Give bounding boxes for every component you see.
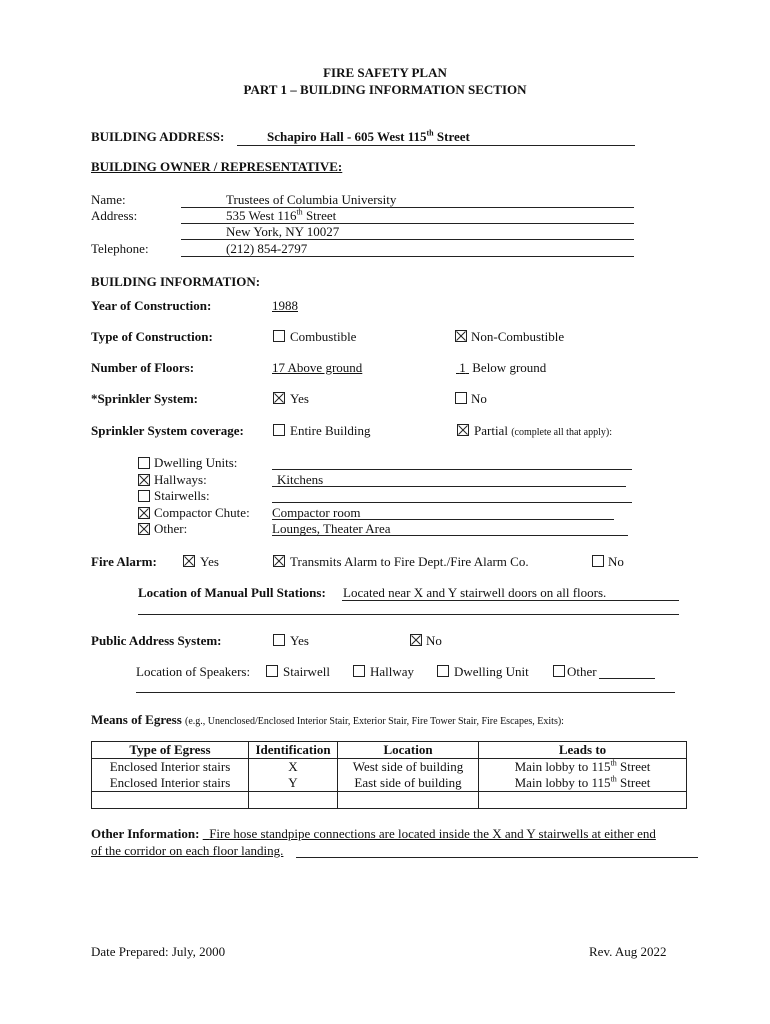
table-header-row bbox=[92, 742, 687, 759]
egress-cell[interactable]: East side of building bbox=[338, 775, 479, 792]
check-x-icon bbox=[184, 556, 194, 566]
other-coverage-checkbox[interactable] bbox=[138, 523, 150, 535]
speakers-dwelling-label: Dwelling Unit bbox=[454, 664, 529, 679]
egress-cell[interactable] bbox=[479, 792, 687, 809]
compactor-field[interactable]: Compactor room bbox=[272, 505, 361, 520]
pa-no-label: No bbox=[426, 633, 442, 648]
partial-label: Partial (complete all that apply): bbox=[474, 423, 612, 438]
document-subtitle: PART 1 – BUILDING INFORMATION SECTION bbox=[243, 82, 527, 97]
other-coverage-field[interactable]: Lounges, Theater Area bbox=[272, 521, 391, 536]
entire-building-label: Entire Building bbox=[290, 423, 371, 438]
table-row bbox=[92, 775, 687, 792]
fire-alarm-no-checkbox[interactable] bbox=[592, 555, 604, 567]
coverage-label: Sprinkler System coverage: bbox=[91, 423, 244, 438]
owner-name-field[interactable]: Trustees of Columbia University bbox=[226, 192, 397, 207]
sprinkler-no-checkbox[interactable] bbox=[455, 392, 467, 404]
fire-alarm-yes-checkbox[interactable] bbox=[183, 555, 195, 567]
check-x-icon bbox=[139, 475, 149, 485]
stairwells-label: Stairwells: bbox=[154, 488, 210, 503]
year-field[interactable]: 1988 bbox=[272, 298, 298, 313]
speakers-label: Location of Speakers: bbox=[136, 664, 251, 679]
sprinkler-no-label: No bbox=[471, 391, 487, 406]
non-combustible-label: Non-Combustible bbox=[471, 329, 565, 344]
egress-cell[interactable] bbox=[338, 792, 479, 809]
egress-cell[interactable]: Enclosed Interior stairs bbox=[92, 759, 249, 776]
speakers-other-label: Other bbox=[567, 664, 597, 679]
sprinkler-yes-label: Yes bbox=[290, 391, 309, 406]
dwelling-units-checkbox[interactable] bbox=[138, 457, 150, 469]
building-address-value[interactable]: Schapiro Hall - 605 West 115th Street bbox=[267, 128, 470, 144]
hallways-field[interactable]: Kitchens bbox=[277, 472, 324, 487]
fire-alarm-yes-label: Yes bbox=[200, 554, 219, 569]
egress-cell[interactable] bbox=[92, 792, 249, 809]
owner-address1-field[interactable]: 535 West 116th Street bbox=[226, 207, 337, 223]
check-x-icon bbox=[456, 331, 466, 341]
speakers-hallway-checkbox[interactable] bbox=[353, 665, 365, 677]
check-x-icon bbox=[274, 393, 284, 403]
speakers-stairwell-label: Stairwell bbox=[283, 664, 330, 679]
name-label: Name: bbox=[91, 192, 126, 207]
construction-type-label: Type of Construction: bbox=[91, 329, 213, 344]
pull-stations-field[interactable]: Located near X and Y stairwell doors on all floors. bbox=[343, 585, 607, 600]
compactor-label: Compactor Chute: bbox=[154, 505, 250, 520]
speakers-hallway-label: Hallway bbox=[370, 664, 415, 679]
speakers-other-checkbox[interactable] bbox=[553, 665, 565, 677]
fire-alarm-no-label: No bbox=[608, 554, 624, 569]
speakers-stairwell-checkbox[interactable] bbox=[266, 665, 278, 677]
owner-address2-field[interactable]: New York, NY 10027 bbox=[226, 224, 340, 239]
other-coverage-label: Other: bbox=[154, 521, 188, 536]
egress-cell[interactable]: Main lobby to 115th Street bbox=[479, 759, 687, 776]
speakers-dwelling-checkbox[interactable] bbox=[437, 665, 449, 677]
check-x-icon bbox=[139, 524, 149, 534]
combustible-checkbox[interactable] bbox=[273, 330, 285, 342]
egress-cell[interactable]: X bbox=[249, 759, 338, 776]
floors-below-field[interactable]: 1 Below ground bbox=[459, 360, 547, 375]
egress-cell[interactable]: Enclosed Interior stairs bbox=[92, 775, 249, 792]
floors-label: Number of Floors: bbox=[91, 360, 195, 375]
compactor-checkbox[interactable] bbox=[138, 507, 150, 519]
col-leads-to: Leads to bbox=[479, 742, 687, 759]
table-row bbox=[92, 759, 687, 776]
hallways-label: Hallways: bbox=[154, 472, 207, 487]
check-x-icon bbox=[139, 508, 149, 518]
pull-stations-label: Location of Manual Pull Stations: bbox=[138, 585, 326, 600]
egress-heading: Means of Egress (e.g., Unenclosed/Enclosed Interior Stair, Exterior Stair, Fire Tower Stair, Fire Escapes, Exits): bbox=[91, 712, 564, 727]
dwelling-units-label: Dwelling Units: bbox=[154, 455, 238, 470]
floors-above-field[interactable]: 17 Above ground bbox=[272, 360, 363, 375]
entire-building-checkbox[interactable] bbox=[273, 424, 285, 436]
document-title: FIRE SAFETY PLAN bbox=[323, 65, 447, 80]
col-type: Type of Egress bbox=[92, 742, 249, 759]
building-address-label: BUILDING ADDRESS: bbox=[91, 129, 225, 144]
owner-heading: BUILDING OWNER / REPRESENTATIVE: bbox=[91, 159, 343, 174]
check-x-icon bbox=[274, 556, 284, 566]
building-info-heading: BUILDING INFORMATION: bbox=[91, 274, 261, 289]
date-prepared: Date Prepared: July, 2000 bbox=[91, 944, 226, 959]
col-identification: Identification bbox=[249, 742, 338, 759]
stairwells-checkbox[interactable] bbox=[138, 490, 150, 502]
pa-no-checkbox[interactable] bbox=[410, 634, 422, 646]
egress-cell[interactable]: Main lobby to 115th Street bbox=[479, 775, 687, 792]
sprinkler-yes-checkbox[interactable] bbox=[273, 392, 285, 404]
year-label: Year of Construction: bbox=[91, 298, 212, 313]
combustible-label: Combustible bbox=[290, 329, 357, 344]
partial-checkbox[interactable] bbox=[457, 424, 469, 436]
telephone-label: Telephone: bbox=[91, 241, 149, 256]
col-location: Location bbox=[338, 742, 479, 759]
pa-system-label: Public Address System: bbox=[91, 633, 222, 648]
egress-cell[interactable] bbox=[249, 792, 338, 809]
check-x-icon bbox=[411, 635, 421, 645]
sprinkler-label: *Sprinkler System: bbox=[91, 391, 199, 406]
egress-cell[interactable]: West side of building bbox=[338, 759, 479, 776]
fire-alarm-label: Fire Alarm: bbox=[91, 554, 157, 569]
hallways-checkbox[interactable] bbox=[138, 474, 150, 486]
other-info-line2[interactable]: of the corridor on each floor landing. bbox=[91, 843, 284, 858]
table-row bbox=[92, 792, 687, 809]
other-info-line1[interactable]: Other Information: Fire hose standpipe connections are located inside the X and Y stairwells at either end bbox=[91, 826, 656, 841]
address-label: Address: bbox=[91, 208, 138, 223]
transmits-label: Transmits Alarm to Fire Dept./Fire Alarm Co. bbox=[290, 554, 529, 569]
owner-telephone-field[interactable]: (212) 854-2797 bbox=[226, 241, 308, 256]
pa-yes-checkbox[interactable] bbox=[273, 634, 285, 646]
non-combustible-checkbox[interactable] bbox=[455, 330, 467, 342]
pa-yes-label: Yes bbox=[290, 633, 309, 648]
transmits-checkbox[interactable] bbox=[273, 555, 285, 567]
egress-table bbox=[91, 741, 687, 809]
revision-date: Rev. Aug 2022 bbox=[589, 944, 667, 959]
check-x-icon bbox=[458, 425, 468, 435]
egress-cell[interactable]: Y bbox=[249, 775, 338, 792]
